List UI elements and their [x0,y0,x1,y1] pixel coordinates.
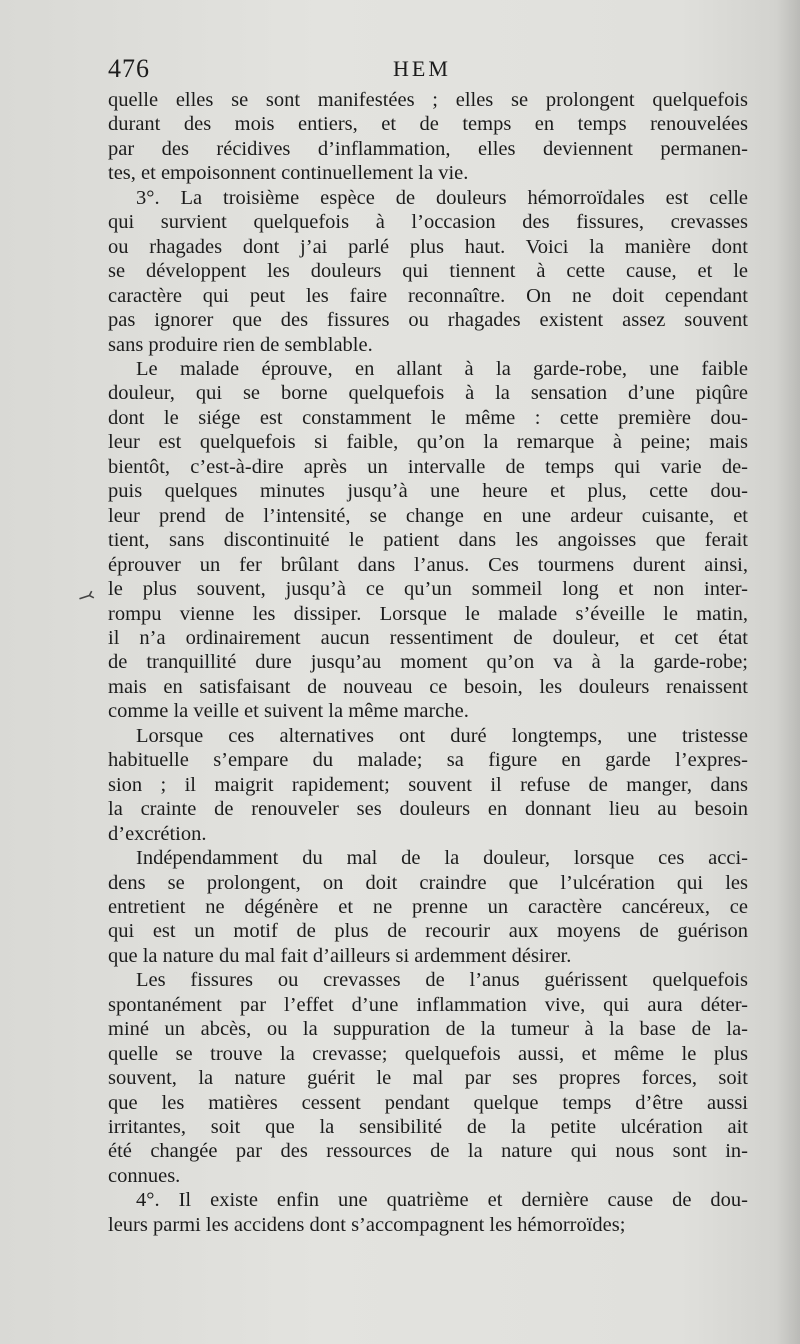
body-text [108,88,748,1237]
text-line: Les fissures ou crevasses de l’anus guérissent quelquefois [136,969,748,992]
text-line: sans produire rien de semblable. [108,333,373,356]
running-head: HEM [393,56,451,81]
text-line: leurs parmi les accidens dont s’accompagnent les hémorroïdes; [108,1213,626,1236]
paragraph [108,186,748,357]
text-line: quelle elles se sont manifestées ; elles se prolongent quelquefois [108,89,748,111]
text-line: tient, sans discontinuité le patient dans les angoisses que ferait [108,529,748,552]
text-line: sion ; il maigrit rapidement; souvent il refuse de manger, dans [108,773,748,796]
text-line: douleur, qui se borne quelquefois à la sensation d’une piqûre [108,382,748,405]
text-line: comme la veille et suivent la même marche. [108,700,469,723]
text-line: que les matières cessent pendant quelque temps d’être aussi [108,1091,748,1114]
text-line: tes, et empoisonnent continuellement la vie. [108,162,469,185]
text-line: il n’a ordinairement aucun ressentiment de douleur, et cet état [108,626,748,649]
text-line: éprouver un fer brûlant dans l’anus. Ces tourmens durent ainsi, [108,553,748,576]
text-line: bientôt, c’est-à-dire après un intervalle de temps qui varie de- [108,455,748,478]
margin-pencil-mark: ⤙ [75,583,98,611]
text-line: durant des mois entiers, et de temps en temps renouvelées [108,113,748,136]
page-edge-shadow [776,0,800,1344]
text-line: d’excrétion. [108,822,207,845]
page-header [108,54,748,88]
text-line: de tranquillité dure jusqu’au moment qu’on va à la garde-robe; [108,651,748,674]
text-line: dens se prolongent, on doit craindre que l’ulcération qui les [108,871,748,894]
text-line: se développent les douleurs qui tiennent à cette cause, et le [108,260,748,283]
paragraph [108,846,748,968]
page-number: 476 [108,54,150,83]
paragraph [108,1188,748,1237]
text-line: habituelle s’empare du malade; sa figure en garde l’expres- [108,749,748,772]
text-line: dont le siége est constamment le même : cette première dou- [108,406,748,429]
text-line: qui est un motif de plus de recourir aux moyens de guérison [108,920,748,943]
paragraph [108,357,748,724]
text-line: caractère qui peut les faire reconnaître. On ne doit cependant [108,284,748,307]
text-line: irritantes, soit que la sensibilité de la petite ulcération ait [108,1116,748,1139]
text-line: 4°. Il existe enfin une quatrième et dernière cause de dou- [136,1189,748,1212]
text-line: Lorsque ces alternatives ont duré longtemps, une tristesse [136,724,748,747]
paragraph [108,724,748,846]
text-line: quelle se trouve la crevasse; quelquefois aussi, et même le plus [108,1042,748,1065]
text-line: pas ignorer que des fissures ou rhagades existent assez souvent [108,309,748,332]
text-line: Le malade éprouve, en allant à la garde-robe, une faible [136,357,748,380]
text-line: mais en satisfaisant de nouveau ce besoin, les douleurs renaissent [108,675,748,698]
text-line: entretient ne dégénère et ne prenne un caractère cancéreux, ce [108,895,748,918]
text-line: rompu vienne les dissiper. Lorsque le malade s’éveille le matin, [108,602,748,625]
text-line: puis quelques minutes jusqu’à une heure et plus, cette dou- [108,480,748,503]
text-line: souvent, la nature guérit le mal par ses propres forces, soit [108,1067,748,1090]
text-line: le plus souvent, jusqu’à ce qu’un sommeil long et non inter- [108,578,748,601]
paragraph [108,968,748,1188]
text-line: été changée par des ressources de la nature qui nous sont in- [108,1140,748,1163]
text-line: ou rhagades dont j’ai parlé plus haut. Voici la manière dont [108,235,748,258]
text-line: leur prend de l’intensité, se change en une ardeur cuisante, et [108,504,748,527]
text-line: par des récidives d’inflammation, elles deviennent permanen- [108,137,748,160]
paragraph [108,88,748,186]
text-line: que la nature du mal fait d’ailleurs si ardemment désirer. [108,944,572,967]
text-line: la crainte de renouveler ses douleurs en donnant lieu au besoin [108,798,748,821]
text-line: miné un abcès, ou la suppuration de la tumeur à la base de la- [108,1018,748,1041]
text-line: spontanément par l’effet d’une inflammation vive, qui aura déter- [108,993,748,1016]
text-line: leur est quelquefois si faible, qu’on la remarque à peine; mais [108,431,748,454]
text-line: Indépendamment du mal de la douleur, lorsque ces acci- [136,847,748,870]
text-line: qui survient quelquefois à l’occasion des fissures, crevasses [108,211,748,234]
text-line: connues. [108,1164,181,1187]
text-line: 3°. La troisième espèce de douleurs hémorroïdales est celle [136,186,748,209]
